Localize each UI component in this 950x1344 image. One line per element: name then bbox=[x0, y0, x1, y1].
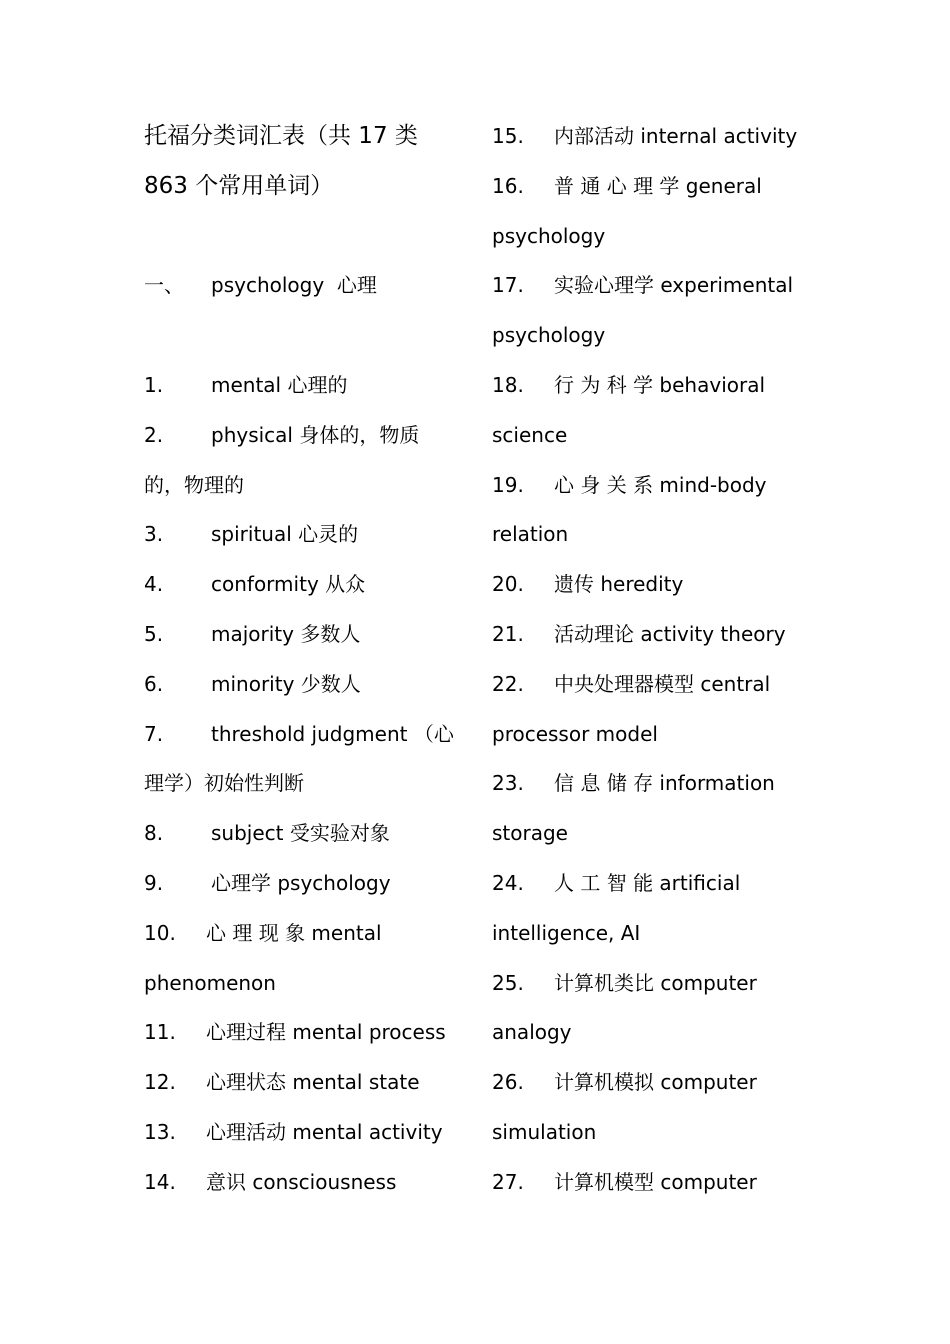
entry-number: 24. bbox=[492, 870, 524, 895]
entry-text: majority 多数人 bbox=[211, 621, 361, 646]
section-term: psychology bbox=[211, 273, 325, 298]
entry-number: 16. bbox=[492, 173, 524, 198]
entry-continuation bbox=[144, 461, 458, 511]
entry-text: physical 身体的，物质 bbox=[211, 422, 420, 447]
document-title-line-1 bbox=[144, 112, 458, 162]
vocab-entry bbox=[492, 112, 806, 162]
entry-text: threshold judgment （心 bbox=[211, 721, 454, 746]
entry-text: 人 工 智 能 artificial bbox=[554, 870, 741, 895]
entry-text: 心理学 psychology bbox=[211, 870, 391, 895]
entry-number: 15. bbox=[492, 124, 524, 148]
entry-text-cont: simulation bbox=[492, 1119, 597, 1144]
entry-text: 信 息 储 存 information bbox=[554, 771, 775, 796]
vocab-entry bbox=[492, 461, 806, 511]
entry-number: 20. bbox=[492, 572, 524, 597]
document-title-line-2 bbox=[144, 162, 458, 212]
entry-number: 18. bbox=[492, 372, 524, 397]
entry-continuation bbox=[144, 759, 458, 809]
vocab-entry bbox=[144, 1158, 458, 1208]
entry-number: 27. bbox=[492, 1169, 524, 1194]
entry-number: 14. bbox=[144, 1169, 176, 1194]
vocab-entry bbox=[144, 909, 458, 959]
right-column bbox=[492, 112, 806, 1208]
entry-number: 11. bbox=[144, 1020, 176, 1045]
vocab-entry bbox=[144, 610, 458, 660]
entry-number: 10. bbox=[144, 920, 176, 945]
vocab-entry bbox=[492, 759, 806, 809]
vocab-entry bbox=[492, 261, 806, 311]
entry-continuation bbox=[492, 411, 806, 461]
entry-number: 1. bbox=[144, 372, 164, 397]
entry-text-cont: phenomenon bbox=[144, 970, 276, 995]
entry-number: 26. bbox=[492, 1070, 524, 1095]
entry-text-cont: storage bbox=[492, 821, 568, 846]
vocab-entry bbox=[144, 510, 458, 560]
entry-number: 12. bbox=[144, 1070, 176, 1095]
section-marker: 一、 bbox=[144, 273, 184, 298]
entry-text-cont: science bbox=[492, 422, 568, 447]
vocab-entry bbox=[144, 560, 458, 610]
entry-continuation bbox=[492, 311, 806, 361]
document-title-text: 托福分类词汇表（共 17 类 bbox=[144, 123, 418, 149]
entry-number: 2. bbox=[144, 422, 164, 447]
entry-number: 13. bbox=[144, 1119, 176, 1144]
vocab-entry bbox=[492, 1058, 806, 1108]
entry-text: 心理过程 mental process bbox=[206, 1020, 446, 1045]
entry-text: minority 少数人 bbox=[211, 671, 361, 696]
entry-continuation bbox=[492, 510, 806, 560]
entry-text: 实验心理学 experimental bbox=[554, 273, 794, 298]
entry-continuation bbox=[492, 1108, 806, 1158]
entry-text: 计算机模型 computer bbox=[554, 1169, 757, 1194]
entry-number: 4. bbox=[144, 572, 164, 597]
entry-text: 行 为 科 学 behavioral bbox=[554, 372, 766, 397]
left-column bbox=[144, 112, 458, 1208]
vocab-entry bbox=[144, 710, 458, 760]
entry-text: 心理状态 mental state bbox=[206, 1070, 420, 1095]
entry-text: 计算机模拟 computer bbox=[554, 1070, 757, 1095]
section-heading bbox=[144, 261, 458, 311]
entry-text: 意识 consciousness bbox=[206, 1169, 397, 1194]
entry-text: 普 通 心 理 学 general bbox=[554, 173, 762, 198]
entry-text-cont: psychology bbox=[492, 323, 606, 348]
vocab-entry bbox=[144, 660, 458, 710]
vocab-entry bbox=[144, 361, 458, 411]
entry-text-cont: 的，物理的 bbox=[144, 472, 244, 497]
entry-text: 内部活动 internal activity bbox=[554, 124, 798, 148]
entry-number: 9. bbox=[144, 870, 164, 895]
entry-number: 21. bbox=[492, 621, 524, 646]
document-title-text-2: 863 个常用单词） bbox=[144, 172, 334, 199]
vocab-entry bbox=[492, 560, 806, 610]
entry-continuation bbox=[492, 212, 806, 262]
entry-number: 23. bbox=[492, 771, 524, 796]
entry-text: 遗传 heredity bbox=[554, 572, 684, 597]
entry-number: 22. bbox=[492, 671, 524, 696]
vocab-entry bbox=[492, 162, 806, 212]
entry-text: 计算机类比 computer bbox=[554, 970, 757, 995]
entry-number: 17. bbox=[492, 273, 524, 298]
entry-continuation bbox=[492, 809, 806, 859]
vocab-entry bbox=[492, 859, 806, 909]
entry-text: conformity 从众 bbox=[211, 572, 366, 597]
entry-text: 活动理论 activity theory bbox=[554, 621, 786, 646]
vocab-entry bbox=[144, 859, 458, 909]
vocab-entry bbox=[144, 1108, 458, 1158]
entry-text-cont: intelligence, AI bbox=[492, 920, 641, 945]
section-meaning: 心理 bbox=[336, 273, 377, 298]
blank-line bbox=[144, 212, 458, 262]
vocab-entry bbox=[144, 1008, 458, 1058]
vocab-entry bbox=[492, 1158, 806, 1208]
entry-text-cont: processor model bbox=[492, 721, 658, 746]
entry-continuation bbox=[492, 909, 806, 959]
entry-number: 6. bbox=[144, 671, 164, 696]
blank-line bbox=[144, 311, 458, 361]
entry-continuation bbox=[144, 959, 458, 1009]
entry-text: 心 理 现 象 mental bbox=[206, 920, 382, 945]
entry-text: mental 心理的 bbox=[211, 372, 348, 397]
entry-text: subject 受实验对象 bbox=[211, 821, 390, 846]
entry-continuation bbox=[492, 1008, 806, 1058]
entry-text-cont: analogy bbox=[492, 1020, 572, 1045]
entry-text: spiritual 心灵的 bbox=[211, 522, 359, 547]
entry-continuation bbox=[492, 710, 806, 760]
entry-number: 19. bbox=[492, 472, 524, 497]
entry-number: 25. bbox=[492, 970, 524, 995]
entry-text: 中央处理器模型 central bbox=[554, 671, 771, 696]
entry-text: 心理活动 mental activity bbox=[206, 1119, 443, 1144]
entry-number: 3. bbox=[144, 522, 164, 547]
entry-text: 心 身 关 系 mind-body bbox=[554, 472, 767, 497]
vocab-entry bbox=[144, 411, 458, 461]
entry-text-cont: psychology bbox=[492, 223, 606, 248]
vocab-entry bbox=[144, 809, 458, 859]
vocab-entry bbox=[144, 1058, 458, 1108]
entry-number: 8. bbox=[144, 821, 164, 846]
vocab-entry bbox=[492, 959, 806, 1009]
vocab-entry bbox=[492, 361, 806, 411]
entry-number: 5. bbox=[144, 621, 164, 646]
vocab-entry bbox=[492, 610, 806, 660]
entry-number: 7. bbox=[144, 721, 164, 746]
entry-text-cont: relation bbox=[492, 522, 569, 547]
entry-text-cont: 理学）初始性判断 bbox=[144, 771, 304, 796]
vocab-entry bbox=[492, 660, 806, 710]
